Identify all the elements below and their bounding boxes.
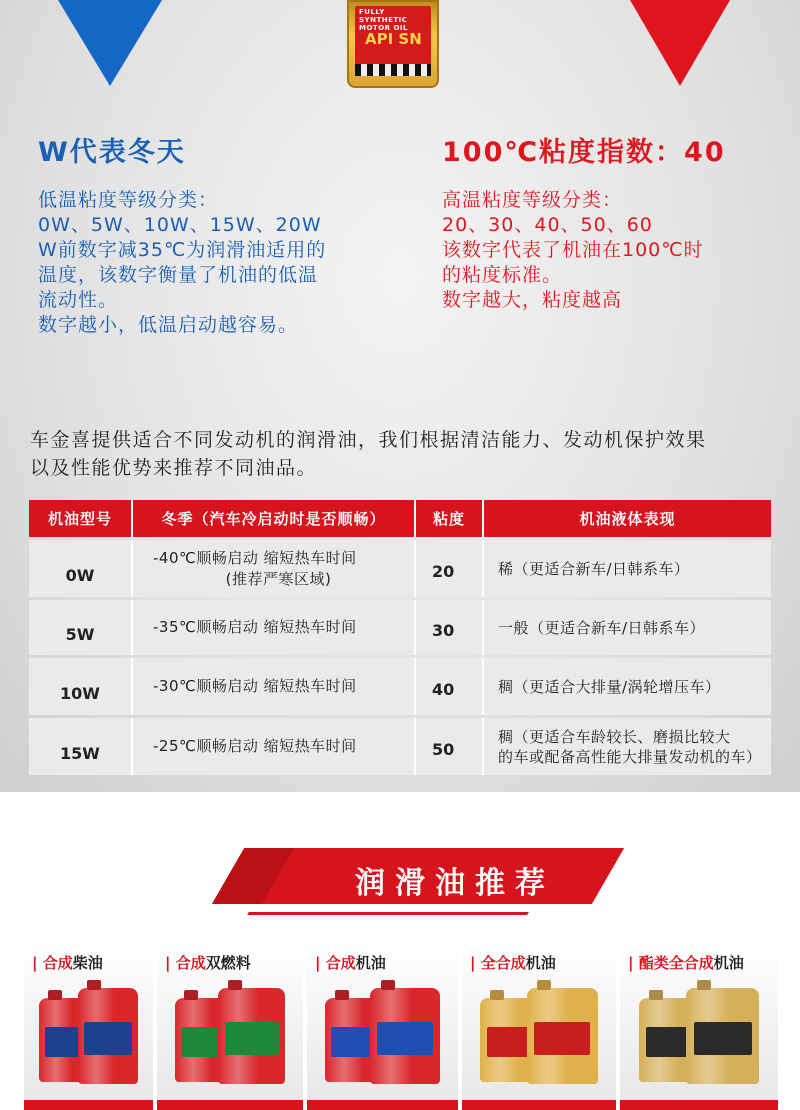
arrow-down-blue-icon [58, 0, 162, 86]
jug-label [377, 1022, 433, 1056]
product-label [165, 952, 251, 973]
oil-jug-image [157, 980, 303, 1098]
label-highlight: 全合成 [480, 954, 526, 972]
oil-can-image [347, 0, 439, 88]
desc-line: 20、30、40、50、60 [442, 214, 653, 236]
jug-cap [184, 990, 198, 1000]
cell-performance [484, 718, 771, 775]
cell-viscosity: 50 [416, 718, 484, 775]
column-header-viscosity: 粘度 [416, 500, 484, 537]
oil-jug [78, 988, 137, 1084]
desc-line: 温度，该数字衡量了机油的低温 [38, 264, 319, 286]
cell-model: 15W [29, 718, 133, 775]
label-rest: 机油 [525, 954, 556, 972]
product-label [32, 952, 103, 973]
winter-title: W代表冬天 [38, 137, 186, 168]
label-rest: 机油 [713, 954, 744, 972]
cell-winter-line1: -40℃顺畅启动 缩短热车时间 [153, 548, 357, 567]
label-bar: | [165, 954, 171, 972]
cell-performance-line1: 稀（更适合新车/日韩系车） [498, 559, 690, 578]
product-card-full-synthetic[interactable] [462, 942, 620, 1110]
jug-cap [87, 980, 101, 990]
label-highlight: 酯类全合成 [638, 954, 714, 972]
label-bar: | [628, 954, 634, 972]
oil-can-label-top: FULLY SYNTHETIC MOTOR OIL [359, 8, 408, 32]
card-bottom-bar [24, 1100, 153, 1110]
oil-jug-image [24, 980, 153, 1098]
cell-winter [133, 600, 416, 655]
oil-can-label [355, 6, 431, 76]
low-temp-description [38, 188, 398, 338]
desc-line: 高温粘度等级分类： [442, 189, 623, 211]
recommend-banner [200, 848, 610, 918]
cell-viscosity: 30 [416, 600, 484, 655]
oil-jug [686, 988, 759, 1084]
oil-jug [527, 988, 598, 1084]
oil-grade-table [29, 500, 771, 775]
cell-performance [484, 540, 771, 597]
cell-winter [133, 658, 416, 715]
cell-model: 10W [29, 658, 133, 715]
cell-model: 0W [29, 540, 133, 597]
cell-performance [484, 600, 771, 655]
label-rest: 柴油 [72, 954, 103, 972]
label-highlight: 合成 [325, 954, 356, 972]
jug-cap [48, 990, 62, 1000]
product-label [315, 952, 386, 973]
jug-label [84, 1022, 131, 1056]
intro-paragraph [30, 426, 780, 482]
cell-performance-line2: 的车或配备高性能大排量发动机的车） [498, 747, 762, 766]
oil-jug-image [462, 980, 616, 1098]
jug-cap [381, 980, 395, 990]
label-rest: 双燃料 [205, 954, 251, 972]
label-bar: | [470, 954, 476, 972]
oil-jug-image [620, 980, 778, 1098]
cell-viscosity: 20 [416, 540, 484, 597]
column-header-model: 机油型号 [29, 500, 133, 537]
product-list [24, 942, 778, 1110]
jug-cap [649, 990, 663, 1000]
oil-jug-image [307, 980, 458, 1098]
table-row [29, 718, 771, 775]
banner-title: 润滑油推荐 [355, 866, 555, 901]
viscosity-index-title: 100℃粘度指数：40 [442, 137, 726, 168]
checkered-flag-icon [355, 64, 431, 76]
jug-cap [335, 990, 349, 1000]
product-label [470, 952, 556, 973]
oil-jug [370, 988, 439, 1084]
card-bottom-bar [462, 1100, 616, 1110]
jug-label [225, 1022, 279, 1056]
jug-label [534, 1022, 591, 1056]
product-card-dual-fuel[interactable] [157, 942, 307, 1110]
card-bottom-bar [307, 1100, 458, 1110]
desc-line: 0W、5W、10W、15W、20W [38, 214, 322, 236]
table-row [29, 658, 771, 715]
cell-viscosity: 40 [416, 658, 484, 715]
cell-performance-line1: 一般（更适合新车/日韩系车） [498, 618, 706, 637]
product-label [628, 952, 744, 973]
desc-line: W前数字减35℃为润滑油适用的 [38, 239, 327, 261]
label-bar: | [32, 954, 38, 972]
cell-model: 5W [29, 600, 133, 655]
table-row [29, 600, 771, 655]
oil-jug [218, 988, 285, 1084]
label-highlight: 合成 [42, 954, 73, 972]
cell-winter-line2: (推荐严寒区域) [225, 569, 332, 588]
arrow-down-red-icon [630, 0, 730, 86]
cell-winter [133, 540, 416, 597]
banner-underline [247, 912, 529, 915]
product-card-synthetic[interactable] [307, 942, 462, 1110]
product-card-ester-synthetic[interactable] [620, 942, 778, 1110]
jug-cap [228, 980, 242, 990]
desc-line: 数字越小，低温启动越容易。 [38, 314, 299, 336]
cell-winter-line1: -30℃顺畅启动 缩短热车时间 [153, 677, 357, 695]
card-bottom-bar [157, 1100, 303, 1110]
jug-cap [697, 980, 711, 990]
column-header-winter: 冬季（汽车冷启动时是否顺畅） [133, 500, 416, 537]
desc-line: 低温粘度等级分类： [38, 189, 219, 211]
oil-can-grade: API SN [365, 30, 422, 48]
cell-winter-line1: -35℃顺畅启动 缩短热车时间 [153, 618, 357, 636]
cell-winter-line1: -25℃顺畅启动 缩短热车时间 [153, 737, 357, 755]
table-header [29, 500, 771, 537]
jug-label [694, 1022, 752, 1056]
card-bottom-bar [620, 1100, 778, 1110]
cell-performance [484, 658, 771, 715]
high-temp-description [442, 188, 762, 313]
jug-cap [490, 990, 504, 1000]
desc-line: 该数字代表了机油在100℃时 [442, 239, 704, 261]
intro-line: 车金喜提供适合不同发动机的润滑油，我们根据清洁能力、发动机保护效果 [30, 429, 707, 451]
column-header-performance: 机油液体表现 [579, 510, 676, 528]
product-card-diesel[interactable] [24, 942, 157, 1110]
label-bar: | [315, 954, 321, 972]
intro-line: 以及性能优势来推荐不同油品。 [30, 457, 318, 479]
cell-performance-line1: 稠（更适合车龄较长、磨损比较大 [498, 727, 731, 746]
desc-line: 的粘度标准。 [442, 264, 563, 286]
cell-performance-line1: 稠（更适合大排量/涡轮增压车） [498, 677, 721, 696]
cell-winter [133, 718, 416, 775]
desc-line: 流动性。 [38, 289, 119, 311]
label-highlight: 合成 [175, 954, 206, 972]
table-row [29, 540, 771, 597]
jug-cap [537, 980, 551, 990]
label-rest: 机油 [355, 954, 386, 972]
desc-line: 数字越大，粘度越高 [442, 289, 623, 311]
